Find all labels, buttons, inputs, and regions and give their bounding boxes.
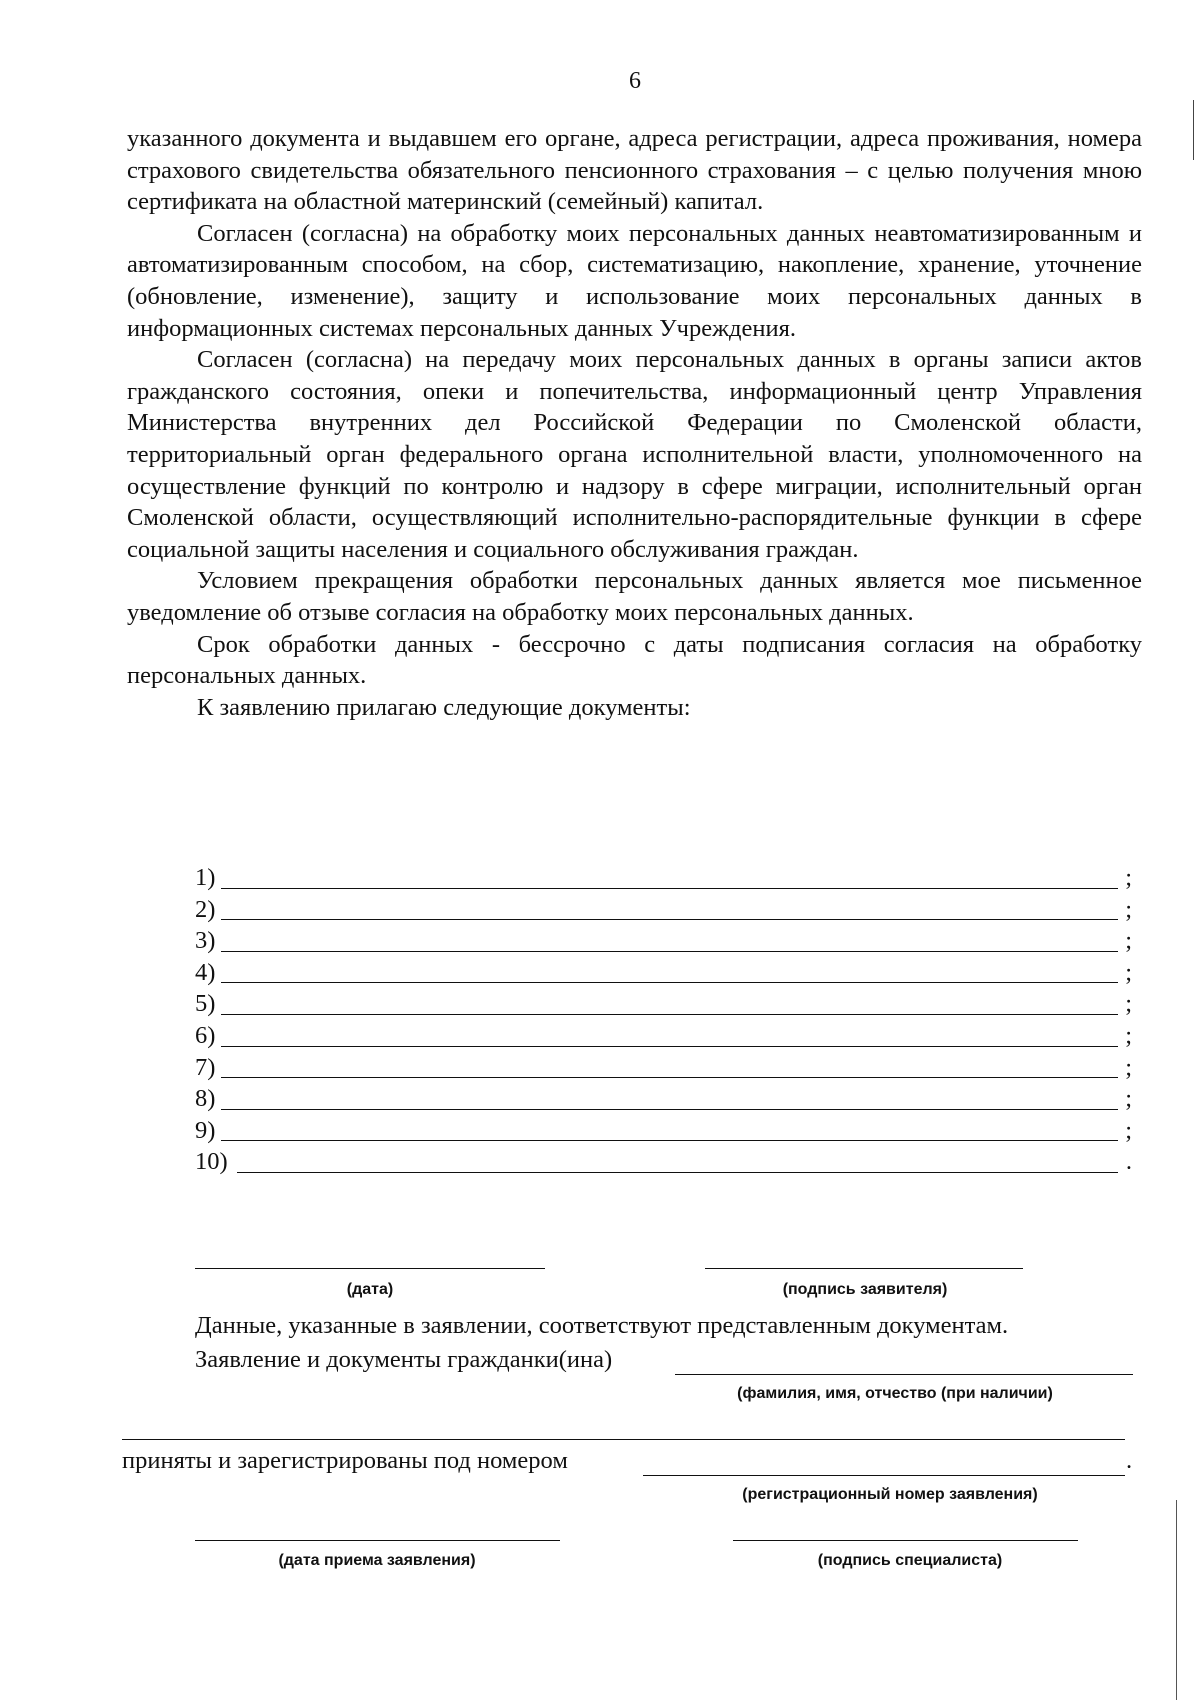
document-row — [195, 894, 1140, 926]
document-number: 8) — [195, 1085, 216, 1113]
document-blank-line[interactable] — [221, 1014, 1118, 1015]
row-end-mark: . — [1125, 1148, 1132, 1176]
document-blank-line[interactable] — [221, 982, 1118, 983]
paragraph-continuation: указанного документа и выдавшем его органе, адреса регистрации, адреса проживания, номера страхового свидетельства обязательного пенсионного страхования – с целью получения мною сертификата на областной материнский (семейный) капитал. — [127, 125, 1142, 216]
row-separator: ; — [1125, 1085, 1132, 1113]
paragraph-processing-term: Срок обработки данных - бессрочно с даты подписания согласия на обработку персональных данных. — [127, 630, 1142, 690]
document-row — [195, 1052, 1140, 1084]
document-row — [195, 862, 1140, 894]
document-row — [195, 1115, 1140, 1147]
document-blank-line[interactable] — [221, 951, 1118, 952]
applicant-signature-line[interactable] — [705, 1268, 1023, 1269]
document-blank-line[interactable] — [221, 1077, 1118, 1078]
scan-edge-mark — [1193, 100, 1194, 160]
specialist-signature-line[interactable] — [733, 1540, 1078, 1541]
document-row — [195, 925, 1140, 957]
paragraph-processing-consent: Согласен (согласна) на обработку моих персональных данных неавтоматизированным и автоматизированным способом, на сбор, систематизацию, накопление, хранение, уточнение (обновление, изменение), защиту и использование моих персональных данных в информационных системах персональных данных Учреждения. — [127, 219, 1142, 342]
date-caption: (дата) — [346, 1281, 394, 1298]
document-blank-line[interactable] — [221, 1046, 1118, 1047]
document-row — [195, 1020, 1140, 1052]
paragraph-termination-condition: Условием прекращения обработки персональных данных является мое письменное уведомление об отзыве согласия на обработку моих персональных данных. — [127, 567, 1142, 626]
consent-text — [127, 123, 1142, 723]
document-blank-line[interactable] — [221, 1140, 1118, 1141]
document-number: 10) — [195, 1148, 228, 1176]
attached-documents-list — [195, 862, 1140, 1178]
applicant-signature-caption: (подпись заявителя) — [782, 1281, 948, 1298]
document-number: 7) — [195, 1053, 216, 1081]
document-row — [195, 1083, 1140, 1115]
document-number: 4) — [195, 958, 216, 986]
document-row — [195, 988, 1140, 1020]
row-separator: ; — [1125, 895, 1132, 923]
document-row — [195, 1146, 1140, 1178]
row-separator: ; — [1125, 1053, 1132, 1081]
attachments-heading: К заявлению прилагаю следующие документы: — [197, 693, 691, 721]
document-blank-line[interactable] — [237, 1172, 1118, 1173]
acceptance-date-line[interactable] — [195, 1540, 560, 1541]
row-separator: ; — [1125, 1021, 1132, 1049]
document-number: 9) — [195, 1116, 216, 1144]
citizen-name-line[interactable] — [675, 1374, 1133, 1375]
registration-number-caption: (регистрационный номер заявления) — [742, 1486, 1038, 1503]
document-number: 1) — [195, 864, 216, 891]
registration-number-line[interactable] — [643, 1475, 1125, 1476]
document-blank-line[interactable] — [221, 1109, 1118, 1110]
acceptance-date-caption: (дата приема заявления) — [278, 1552, 476, 1569]
registration-end-mark: . — [1126, 1447, 1133, 1474]
row-separator: ; — [1125, 927, 1132, 955]
date-line[interactable] — [195, 1268, 545, 1269]
row-separator: ; — [1125, 958, 1132, 986]
paragraph-transfer-consent: Согласен (согласна) на передачу моих персональных данных в органы записи актов гражданского состояния, опеки и попечительства, информационный центр Управления Министерства внутренних дел Российской Федерации по Смоленской области, территориальный орган федерального органа исполнительной власти, уполномоченного на осуществление функций по контролю и надзору в сфере миграции, исполнительный орган Смоленской области, осуществляющий исполнительно-распорядительные функции в сфере социальной защиты населения и социального обслуживания граждан. — [127, 346, 1142, 563]
row-separator: ; — [1125, 1116, 1132, 1144]
row-separator: ; — [1125, 990, 1132, 1018]
fio-caption: (фамилия, имя, отчество (при наличии) — [737, 1385, 1053, 1402]
document-blank-line[interactable] — [221, 919, 1118, 920]
document-number: 5) — [195, 990, 216, 1018]
specialist-signature-caption: (подпись специалиста) — [817, 1552, 1003, 1569]
citizen-name-line-continuation[interactable] — [122, 1439, 1125, 1440]
scan-edge-mark — [1176, 1500, 1177, 1700]
row-separator: ; — [1125, 864, 1132, 891]
documents-of-citizen-label: Заявление и документы гражданки(ина) — [195, 1346, 613, 1373]
registered-label: приняты и зарегистрированы под номером — [122, 1447, 568, 1474]
page-number: 6 — [629, 68, 641, 94]
document-number: 3) — [195, 927, 216, 955]
document-blank-line[interactable] — [221, 888, 1118, 889]
verification-statement: Данные, указанные в заявлении, соответствуют представленным документам. — [195, 1312, 1009, 1339]
document-number: 6) — [195, 1021, 216, 1049]
document-number: 2) — [195, 895, 216, 923]
document-row — [195, 957, 1140, 989]
